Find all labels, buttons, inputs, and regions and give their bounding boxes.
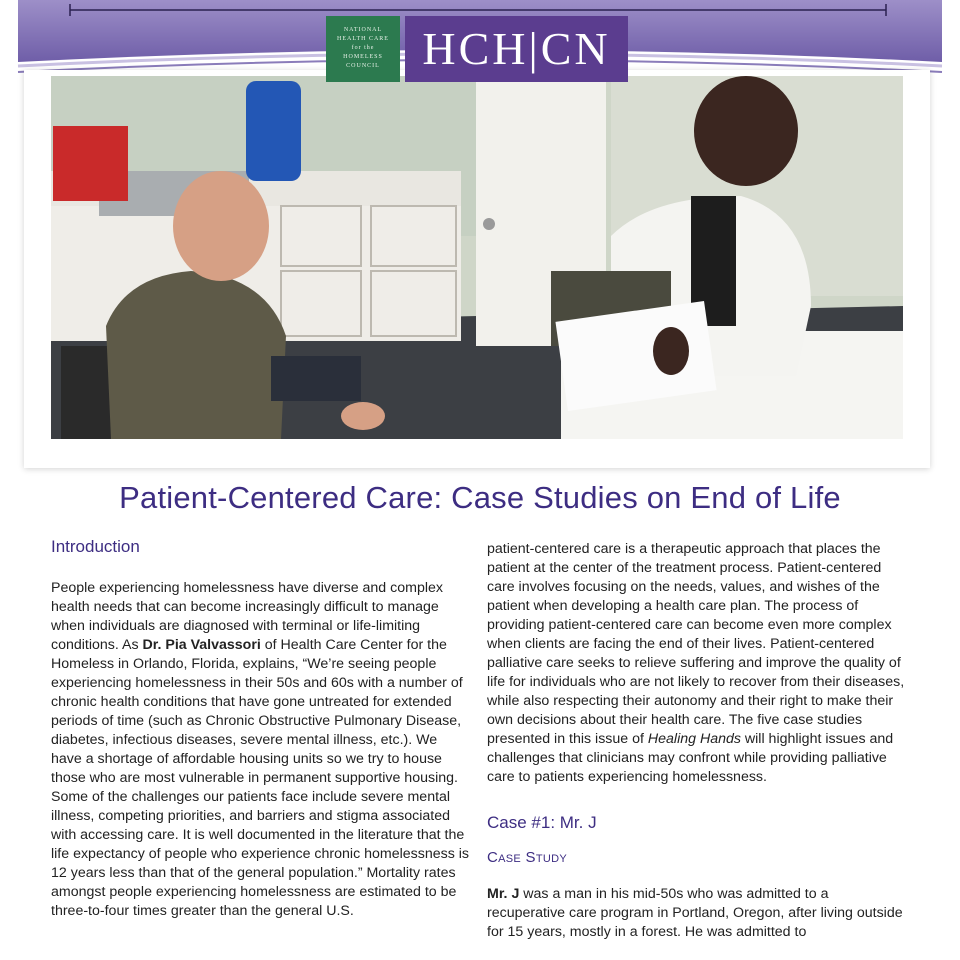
pcc-paragraph: patient-centered care is a therapeutic approach that places the patient at the center of the treatment process. Patient-centered care involves focusing on the needs, values, and wishes of the patient when developing a health care plan. The process of providing patient-centered care can become even more complex when clients are facing the end of their lives. Patient-centered palliative care seeks to relieve suffering and improve the quality of life for individuals who are not likely to recover from their diseases, while also respecting their autonomy and their right to make their own decisions about their health care. The five case studies presented in this issue of Healing Hands will highlight issues and challenges that clinicians may confront while providing palliative care to patients experiencing homelessness. bbox=[487, 541, 905, 785]
doctor-name: Dr. Pia Valvassori bbox=[142, 637, 261, 653]
intro-paragraph: People experiencing homelessness have diverse and complex health needs that can become increasingly difficult to manage when individuals are diagnosed with terminal or life-limiting conditions. As Dr. Pia Valvassori of Health Care Center for the Homeless in Orlando, Florida, explains, “We’re seeing people experiencing homelessness in their 50s and 60s with a number of chronic health conditions that have gone untreated for extended periods of time (such as Chronic Obstructive Pulmonary Disease, diabetes, infectious diseases, severe mental illness, etc.). We have a shortage of affordable housing units so we try to house those who are most vulnerable in permanent supportive housing. Some of the challenges our patients face include severe mental illness, competing priorities, and barriers and stigma associated with accessing care. It is well documented in the literature that the life expectancy of people who experience chronic homelessness is 12 years less than that of the general population.” Mortality rates amongst people experiencing homelessness are estimated to be three-to-four times greater than the general U.S. bbox=[51, 580, 469, 919]
clinic-photo bbox=[51, 76, 903, 439]
case-heading: Case #1: Mr. J bbox=[487, 813, 597, 832]
case-study-subheading: Case Study bbox=[487, 849, 567, 866]
nhchc-logo: NATIONAL HEALTH CARE for the HOMELESS COUNCIL bbox=[326, 16, 400, 82]
right-column bbox=[487, 540, 907, 942]
left-column bbox=[51, 536, 471, 921]
case-paragraph: Mr. J was a man in his mid-50s who was admitted to a recuperative care program in Portland, Oregon, after living outside for 15 years, mostly in a forest. He was admitted to bbox=[487, 886, 903, 940]
section-heading-introduction: Introduction bbox=[51, 537, 140, 556]
hchcn-logo: HCH|CN bbox=[405, 16, 628, 82]
page-title: Patient-Centered Care: Case Studies on End of Life bbox=[119, 480, 841, 515]
publication-title: Healing Hands bbox=[647, 731, 741, 747]
